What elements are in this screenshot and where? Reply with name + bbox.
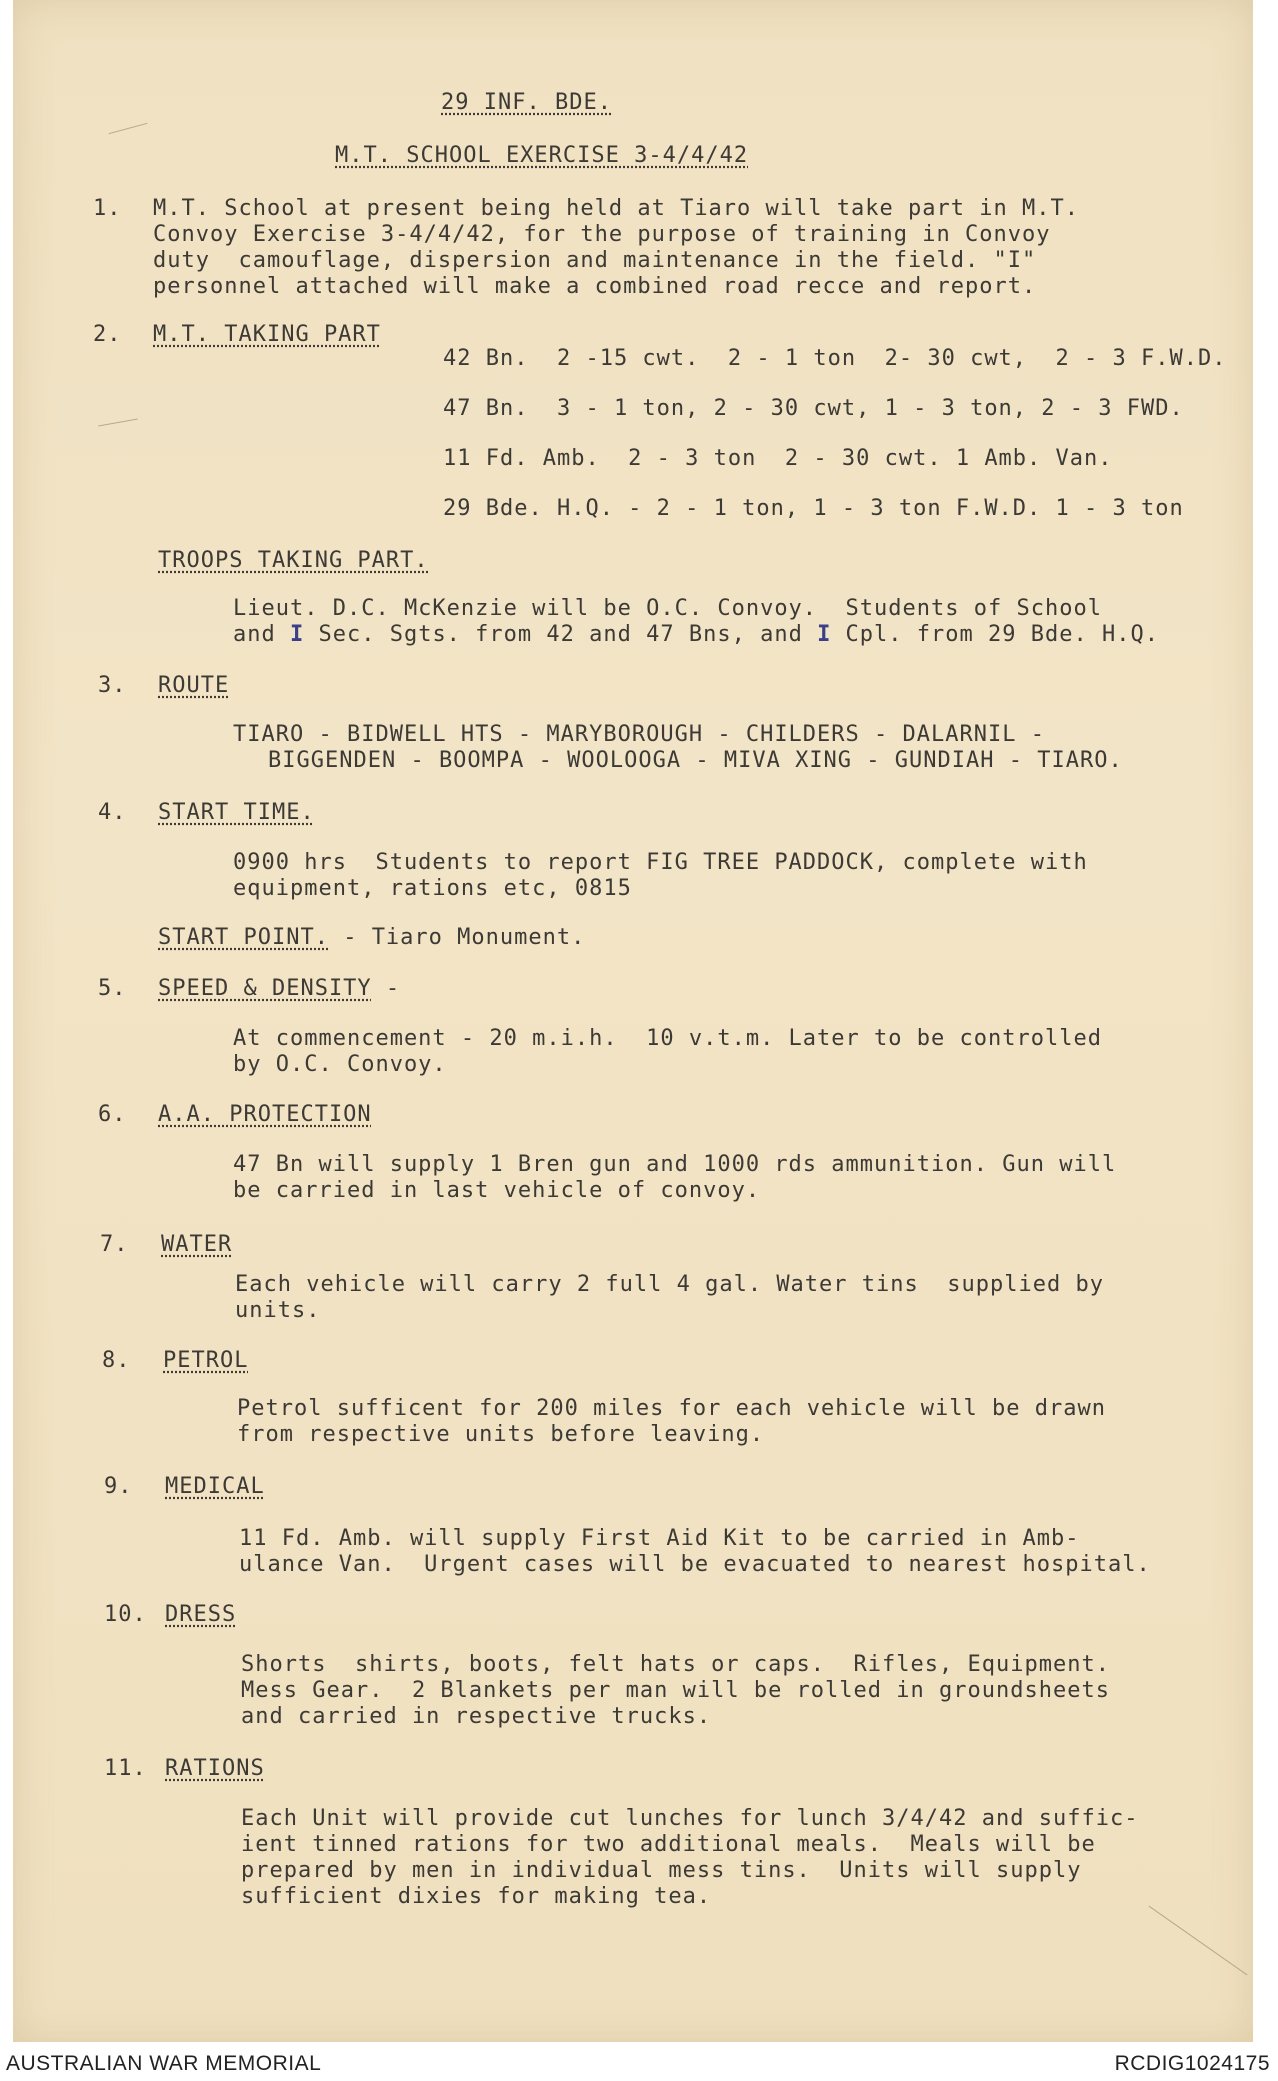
- document-title: M.T. SCHOOL EXERCISE 3-4/4/42: [335, 143, 749, 168]
- aa-protection-line: 47 Bn will supply 1 Bren gun and 1000 rds ammunition. Gun will: [233, 1152, 1117, 1177]
- rations-line: sufficient dixies for making tea.: [241, 1884, 712, 1909]
- start-point-line: START POINT. - Tiaro Monument.: [158, 925, 586, 950]
- para-1-line: M.T. School at present being held at Tiaro will take part in M.T.: [153, 196, 1079, 221]
- para-1-line: Convoy Exercise 3-4/4/42, for the purpose of training in Convoy: [153, 222, 1051, 247]
- paper-crease: [1149, 1906, 1248, 1976]
- para-2-heading: M.T. TAKING PART: [153, 322, 381, 347]
- start-time-line: equipment, rations etc, 0815: [233, 876, 632, 901]
- para-6-heading: A.A. PROTECTION: [158, 1102, 372, 1127]
- para-2-number: 2.: [93, 322, 122, 347]
- start-time-line: 0900 hrs Students to report FIG TREE PADDOCK, complete with: [233, 850, 1088, 875]
- footer-record-id: RCDIG1024175: [1114, 2052, 1270, 2075]
- route-line: TIARO - BIDWELL HTS - MARYBOROUGH - CHILDERS - DALARNIL -: [233, 722, 1045, 747]
- para-1-line: duty camouflage, dispersion and maintenance in the field. "I": [153, 248, 1037, 273]
- para-11-heading: RATIONS: [165, 1756, 265, 1781]
- para-3-heading: ROUTE: [158, 673, 230, 698]
- para-3-number: 3.: [98, 673, 127, 698]
- dress-line: and carried in respective trucks.: [241, 1704, 712, 1729]
- para-4-number: 4.: [98, 800, 127, 825]
- aa-protection-line: be carried in last vehicle of convoy.: [233, 1178, 761, 1203]
- mt-unit-line: 47 Bn. 3 - 1 ton, 2 - 30 cwt, 1 - 3 ton, 2 - 3 FWD.: [443, 396, 1184, 421]
- petrol-line: from respective units before leaving.: [237, 1422, 765, 1447]
- speed-line: At commencement - 20 m.i.h. 10 v.t.m. Later to be controlled: [233, 1026, 1102, 1051]
- para-8-number: 8.: [102, 1348, 131, 1373]
- medical-line: ulance Van. Urgent cases will be evacuated to nearest hospital.: [239, 1552, 1151, 1577]
- footer-archive-name: AUSTRALIAN WAR MEMORIAL: [6, 2052, 322, 2075]
- typed-document: [13, 0, 1253, 2042]
- petrol-line: Petrol sufficent for 200 miles for each vehicle will be drawn: [237, 1396, 1106, 1421]
- para-1-number: 1.: [93, 196, 122, 221]
- rations-line: Each Unit will provide cut lunches for lunch 3/4/42 and suffic-: [241, 1806, 1139, 1831]
- speed-line: by O.C. Convoy.: [233, 1052, 447, 1077]
- para-9-heading: MEDICAL: [165, 1474, 265, 1499]
- paper-mark: [98, 419, 138, 427]
- water-line: units.: [235, 1298, 321, 1323]
- mt-unit-line: 11 Fd. Amb. 2 - 3 ton 2 - 30 cwt. 1 Amb. Van.: [443, 446, 1113, 471]
- medical-line: 11 Fd. Amb. will supply First Aid Kit to be carried in Amb-: [239, 1526, 1080, 1551]
- para-5-heading-line: SPEED & DENSITY -: [158, 976, 401, 1001]
- dress-line: Mess Gear. 2 Blankets per man will be rolled in groundsheets: [241, 1678, 1110, 1703]
- ink-annotation: I: [289, 622, 305, 647]
- para-6-number: 6.: [98, 1102, 127, 1127]
- para-8-heading: PETROL: [163, 1348, 249, 1373]
- rations-line: ient tinned rations for two additional meals. Meals will be: [241, 1832, 1096, 1857]
- route-line: BIGGENDEN - BOOMPA - WOOLOOGA - MIVA XING - GUNDIAH - TIARO.: [268, 748, 1123, 773]
- mt-unit-line: 29 Bde. H.Q. - 2 - 1 ton, 1 - 3 ton F.W.D. 1 - 3 ton: [443, 496, 1184, 521]
- troops-line: and I Sec. Sgts. from 42 and 47 Bns, and I Cpl. from 29 Bde. H.Q.: [233, 622, 1159, 647]
- paper-sheet: [13, 0, 1253, 2042]
- troops-line: Lieut. D.C. McKenzie will be O.C. Convoy. Students of School: [233, 596, 1102, 621]
- mt-unit-line: 42 Bn. 2 -15 cwt. 2 - 1 ton 2- 30 cwt, 2 - 3 F.W.D.: [443, 346, 1227, 371]
- dress-line: Shorts shirts, boots, felt hats or caps. Rifles, Equipment.: [241, 1652, 1110, 1677]
- rations-line: prepared by men in individual mess tins. Units will supply: [241, 1858, 1082, 1883]
- water-line: Each vehicle will carry 2 full 4 gal. Water tins supplied by: [235, 1272, 1104, 1297]
- para-7-heading: WATER: [161, 1232, 233, 1257]
- para-5-heading: SPEED & DENSITY: [158, 976, 372, 1001]
- start-point-heading: START POINT.: [158, 925, 329, 950]
- para-7-number: 7.: [100, 1232, 129, 1257]
- para-5-number: 5.: [98, 976, 127, 1001]
- para-11-number: 11.: [104, 1756, 147, 1781]
- para-10-heading: DRESS: [165, 1602, 237, 1627]
- unit-heading: 29 INF. BDE.: [441, 90, 612, 115]
- para-4-heading: START TIME.: [158, 800, 315, 825]
- troops-heading: TROOPS TAKING PART.: [158, 548, 429, 573]
- para-1-line: personnel attached will make a combined road recce and report.: [153, 274, 1037, 299]
- para-9-number: 9.: [104, 1474, 133, 1499]
- ink-annotation: I: [817, 622, 832, 647]
- para-10-number: 10.: [104, 1602, 147, 1627]
- paper-mark: [109, 123, 148, 134]
